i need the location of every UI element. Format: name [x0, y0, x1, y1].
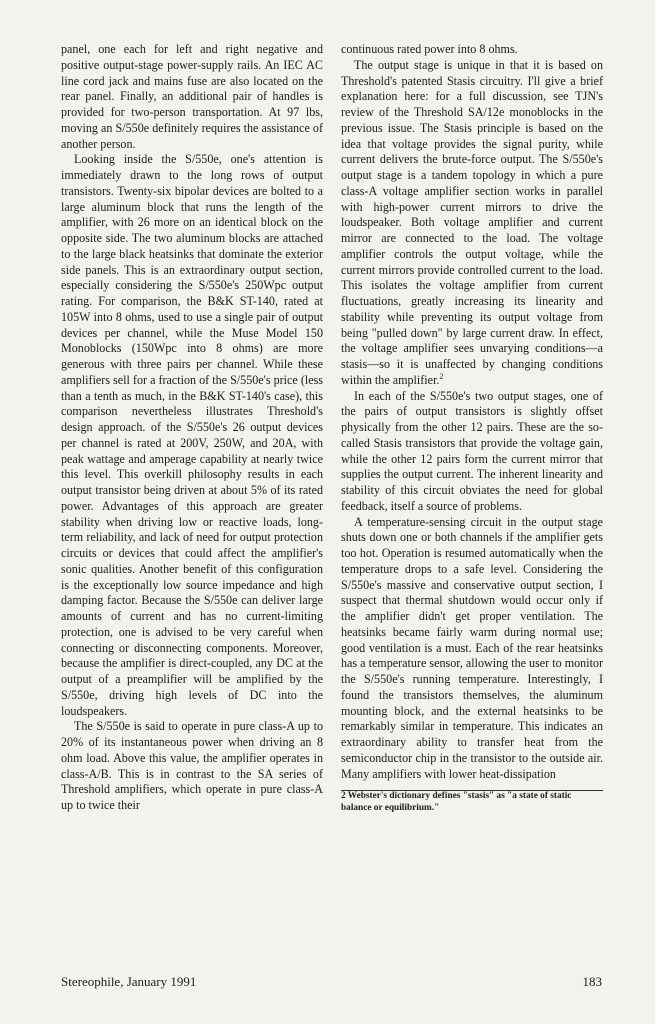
- left-column: [61, 42, 323, 814]
- page-number: 183: [582, 974, 602, 989]
- paragraph: A temperature-sensing circuit in the output stage shuts down one or both channels if the amplifier gets too hot. Operation is resumed automatically when the temperature drops to a safe level. Considering the S/550e's massive and conservative output section, I suspect that thermal shutdown would occur only if the amplifier didn't get proper ventilation. The heatsinks became fairly warm during normal use; good ventilation is a must. Each of the rear heatsinks has a temperature sensor, allowing the user to monitor the S/550e's running temperature. Interestingly, I found the transistors themselves, the aluminum mounting block, and the external heatsinks to be remarkably similar in temperature. This indicates an extraordinary ability to transfer heat from the semiconductor chip in the transistor to the outside air. Many amplifiers with lower heat-dissipation: [341, 514, 603, 781]
- footnote: 2 Webster's dictionary defines "stasis" as "a state of static balance or equilibrium.": [341, 791, 572, 813]
- paragraph: continuous rated power into 8 ohms.: [341, 42, 518, 56]
- publication-footer: Stereophile, January 1991: [61, 974, 197, 989]
- paragraph-text: The output stage is unique in that it is based on Threshold's patented Stasis circuitry. I'll give a brief explanation here: for a full discussion, see TJN's review of the Threshold SA/12e monoblocks in the previous issue. The Stasis principle is based on the idea that voltage provides the signal purity, while current delivers the brute-force output. The S/550e's output stage is a tandem topology in which a pure class-A voltage amplifier section works in parallel with high-power current mirrors to drive the loudspeaker. Both voltage amplifier and current mirror are connected to the load. The voltage amplifier controls the output voltage, while the current mirrors provide controlled current to the load. This isolates the voltage amplifier from current fluctuations, greatly increasing its linearity and stability while preventing its output voltage from being "pulled down" by large current draw. In effect, the voltage amplifier sees unvarying conditions—a stasis—so it is unaffected by changing conditions within the amplifier.: [341, 57, 603, 387]
- paragraph: [341, 58, 603, 389]
- paragraph: Looking inside the S/550e, one's attention is immediately drawn to the long rows of output transistors. Twenty-six bipolar devices are bolted to a large aluminum block that runs the length of the amplifier, with 26 more on an identical block on the opposite side. The two aluminum blocks are attached to the large black heatsinks that dominate the exterior side panels. This is an extraordinary output section, especially considering the S/550e's 250Wpc output rating. For comparison, the B&K ST-140, rated at 105W into 8 ohms, used to use a single pair of output devices per channel, while the Muse Model 150 Monoblocks (150Wpc into 8 ohms) are more generous with three pairs per channel. While these amplifiers sell for a fraction of the S/550e's price (less than a tenth as much, in the B&K ST-140's case), this comparison nevertheless illustrates Threshold's design approach. of the S/550e's 26 output devices per channel is rated at 200V, 250W, and 20A, with peak wattage and amperage capability at nearly twice this level. This overkill philosophy results in each output transistor being driven at about 5% of its rated power. Advantages of this approach are greater stability when driving low or reactive loads, long-term reliability, and lack of need for output protection circuits or devices that could affect the amplifier's sonic qualities. Another benefit of this configuration is the exceptionally low source impedance and high damping factor. Because the S/550e can deliver large amounts of current and has no current-limiting protection, one is advised to be very careful when connecting or disconnecting components. Moreover, because the amplifier is direct-coupled, any DC at the output of a preamplifier will be amplified by the S/550e, driving high levels of DC into the loudspeakers.: [61, 152, 323, 718]
- footnote-marker: 2: [439, 371, 444, 381]
- paragraph: panel, one each for left and right negative and positive output-stage power-supply rails. An IEC AC line cord jack and mains fuse are also located on the rear panel. Finally, an additional pair of handles is provided for two-person transportation. At 97 lbs, moving an S/550e definitely requires the assistance of another person.: [61, 42, 323, 151]
- paragraph: In each of the S/550e's two output stages, one of the pairs of output transistors is slightly offset physically from the other 12 pairs. These are the so-called Stasis transistors that provide the voltage gain, while the other 12 pairs form the current mirror that supplies the output current. The inherent linearity and stability of this circuit obviates the need for global feedback, itself a source of problems.: [341, 388, 603, 513]
- right-column: [341, 42, 603, 814]
- paragraph: The S/550e is said to operate in pure class-A up to 20% of its instantaneous power when driving an 8 ohm load. Above this value, the amplifier operates in class-A/B. This is in contrast to the SA series of Threshold amplifiers, which operate in pure class-A up to twice their: [61, 719, 323, 812]
